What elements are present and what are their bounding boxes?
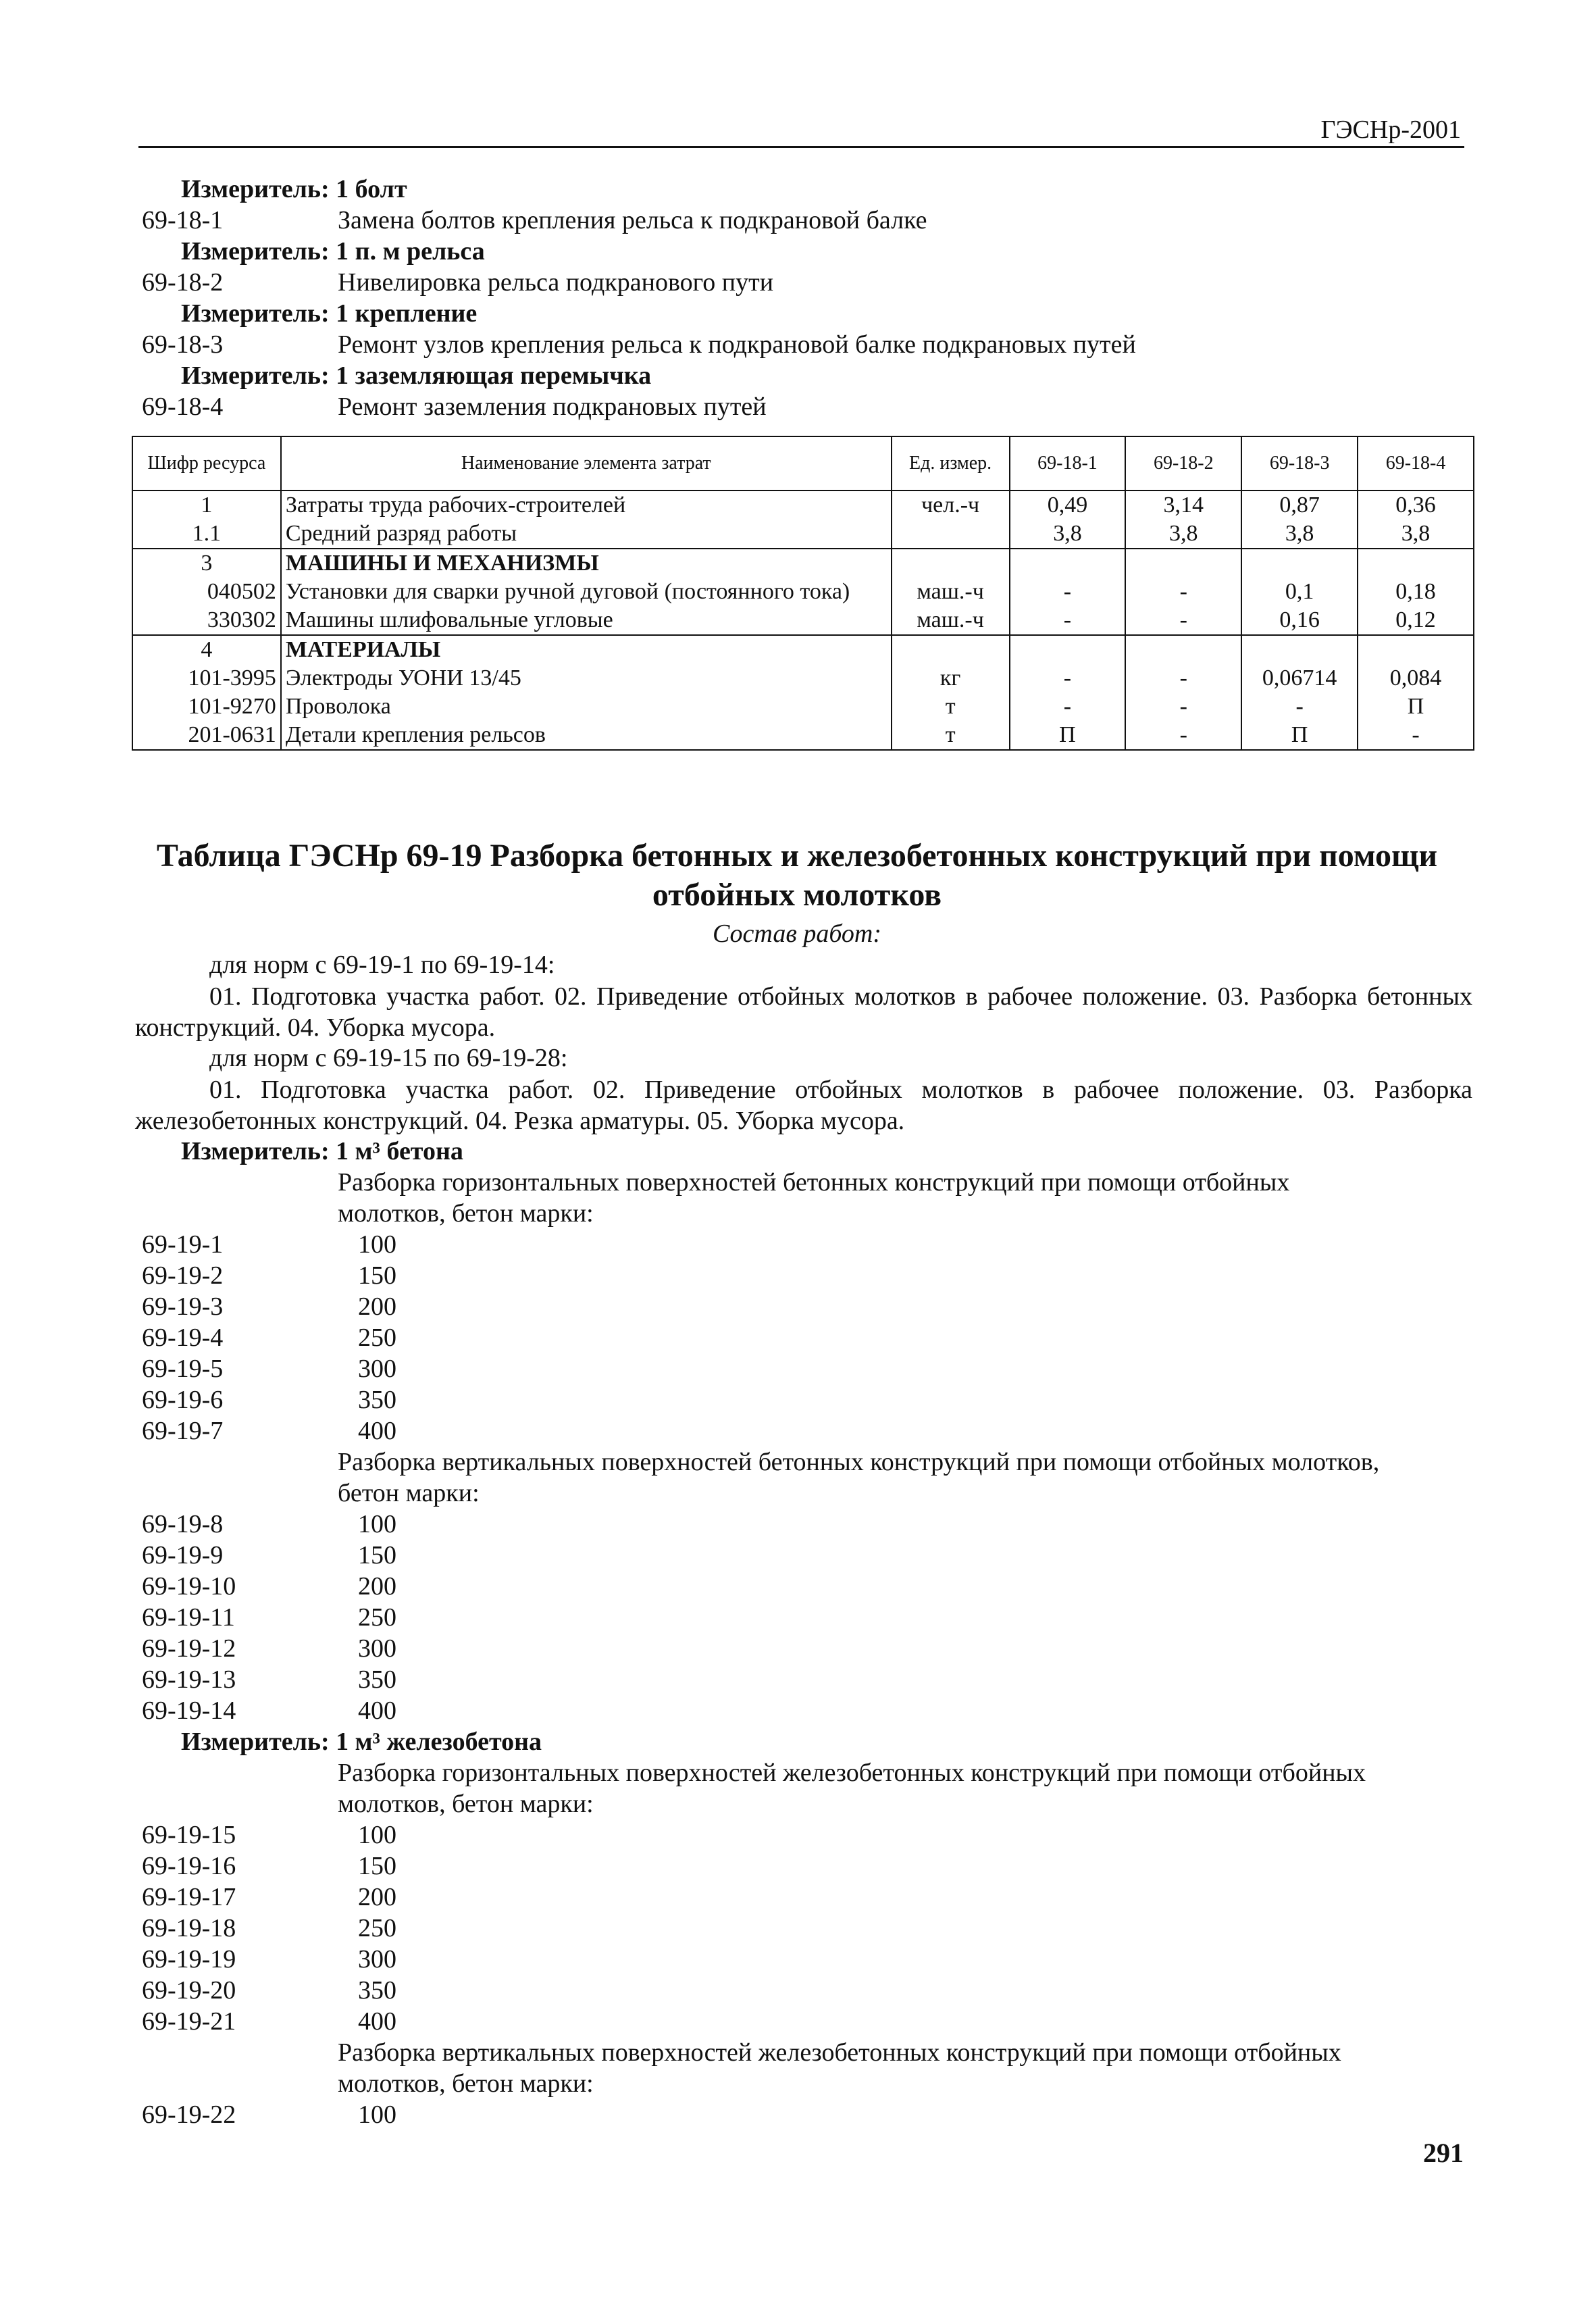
resource-code: 201-0631 <box>132 721 281 750</box>
table-header-row <box>132 436 1474 491</box>
norm-code: 69-19-3 <box>142 1292 224 1321</box>
resource-unit <box>892 635 1010 664</box>
group-description: молотков, бетон марки: <box>338 1790 594 1818</box>
resource-name: Установки для сварки ручной дуговой (постоянного тока) <box>281 578 892 606</box>
norm-code: 69-19-13 <box>142 1665 236 1694</box>
value-cell: 0,084 <box>1358 664 1474 693</box>
norm-code: 69-19-19 <box>142 1945 236 1973</box>
column-header: Шифр ресурса <box>132 436 281 491</box>
resource-name: Детали крепления рельсов <box>281 721 892 750</box>
concrete-grade: 300 <box>358 1634 396 1663</box>
value-cell: 0,36 <box>1358 491 1474 520</box>
column-header: 69-18-3 <box>1241 436 1358 491</box>
group-description: Разборка вертикальных поверхностей бетонных конструкций при помощи отбойных молотков, <box>338 1448 1380 1476</box>
resource-code: 4 <box>132 635 281 664</box>
concrete-grade: 350 <box>358 1665 396 1694</box>
table-row <box>132 578 1474 606</box>
concrete-grade: 150 <box>358 1541 396 1569</box>
value-cell: 0,49 <box>1010 491 1126 520</box>
concrete-grade: 250 <box>358 1914 396 1942</box>
scope-label: для норм с 69-19-1 по 69-19-14: <box>209 951 555 979</box>
resource-unit: кг <box>892 664 1010 693</box>
value-cell: - <box>1010 578 1126 606</box>
concrete-grade: 150 <box>358 1852 396 1880</box>
value-cell: - <box>1125 606 1241 635</box>
measure-label: Измеритель: 1 заземляющая перемычка <box>181 361 652 390</box>
resource-code: 1.1 <box>132 520 281 549</box>
resource-unit: чел.-ч <box>892 491 1010 520</box>
value-cell: 0,1 <box>1241 578 1358 606</box>
column-header: Наименование элемента затрат <box>281 436 892 491</box>
value-cell: - <box>1125 721 1241 750</box>
concrete-grade: 300 <box>358 1945 396 1973</box>
header-rule <box>138 146 1464 148</box>
value-cell: 0,06714 <box>1241 664 1358 693</box>
value-cell: - <box>1010 664 1126 693</box>
value-cell: 0,87 <box>1241 491 1358 520</box>
norm-code: 69-19-11 <box>142 1603 235 1632</box>
concrete-grade: 100 <box>358 1230 396 1259</box>
group-heading: МАШИНЫ И МЕХАНИЗМЫ <box>281 549 892 578</box>
value-cell <box>1010 635 1126 664</box>
resource-unit: маш.-ч <box>892 578 1010 606</box>
resource-code: 101-9270 <box>132 693 281 721</box>
measure-label: Измеритель: 1 крепление <box>181 299 478 328</box>
norm-code: 69-19-20 <box>142 1976 236 2005</box>
table-row <box>132 606 1474 635</box>
norm-code: 69-19-8 <box>142 1510 224 1538</box>
column-header: Ед. измер. <box>892 436 1010 491</box>
resource-name: Машины шлифовальные угловые <box>281 606 892 635</box>
norm-code: 69-19-22 <box>142 2101 236 2129</box>
table-row <box>132 491 1474 520</box>
value-cell: 3,8 <box>1241 520 1358 549</box>
value-cell: - <box>1010 606 1126 635</box>
group-description: молотков, бетон марки: <box>338 1199 594 1228</box>
resource-unit: т <box>892 693 1010 721</box>
group-description: бетон марки: <box>338 1479 480 1507</box>
value-cell <box>1010 549 1126 578</box>
table-row <box>132 520 1474 549</box>
table-title: Таблица ГЭСНр 69-19 Разборка бетонных и железобетонных конструкций при помощи <box>156 838 1438 874</box>
resource-unit <box>892 549 1010 578</box>
materials-group <box>132 635 1474 750</box>
work-description: 01. Подготовка участка работ. 02. Приведение отбойных молотков в рабочее положение. 03. Разборка железобетонных конструкций. 04. Резка арматуры. 05. Уборка мусора. <box>135 1076 1472 1135</box>
norm-code: 69-19-6 <box>142 1386 224 1414</box>
group-description: Разборка горизонтальных поверхностей железобетонных конструкций при помощи отбойных <box>338 1759 1366 1787</box>
column-header: 69-18-2 <box>1125 436 1241 491</box>
labor-group <box>132 491 1474 549</box>
value-cell: 3,8 <box>1125 520 1241 549</box>
measure-label: Измеритель: 1 м³ железобетона <box>181 1728 542 1756</box>
norm-code: 69-19-12 <box>142 1634 236 1663</box>
composition-label: Состав работ: <box>712 920 882 948</box>
norm-code: 69-18-2 <box>142 268 224 297</box>
norm-code: 69-19-2 <box>142 1261 224 1290</box>
value-cell <box>1125 635 1241 664</box>
resource-unit: маш.-ч <box>892 606 1010 635</box>
concrete-grade: 250 <box>358 1603 396 1632</box>
resource-code: 040502 <box>132 578 281 606</box>
group-description: молотков, бетон марки: <box>338 2069 594 2098</box>
resource-code: 1 <box>132 491 281 520</box>
work-description: 01. Подготовка участка работ. 02. Приведение отбойных молотков в рабочее положение. 03. Разборка бетонных конструкций. 04. Уборка мусора. <box>135 982 1472 1042</box>
resource-name: Электроды УОНИ 13/45 <box>281 664 892 693</box>
measure-label: Измеритель: 1 п. м рельса <box>181 237 485 266</box>
value-cell <box>1358 549 1474 578</box>
value-cell <box>1241 635 1358 664</box>
value-cell <box>1241 549 1358 578</box>
norm-code: 69-18-1 <box>142 206 224 234</box>
value-cell: П <box>1010 721 1126 750</box>
value-cell: - <box>1125 664 1241 693</box>
document-code-header: ГЭСНр-2001 <box>1320 116 1461 144</box>
norm-description: Нивелировка рельса подкранового пути <box>338 268 774 297</box>
measure-label: Измеритель: 1 м³ бетона <box>181 1137 463 1165</box>
norm-code: 69-19-15 <box>142 1821 236 1849</box>
norm-code: 69-19-18 <box>142 1914 236 1942</box>
value-cell: П <box>1358 693 1474 721</box>
value-cell: - <box>1358 721 1474 750</box>
value-cell: 0,18 <box>1358 578 1474 606</box>
resource-table <box>132 436 1474 751</box>
norm-code: 69-19-16 <box>142 1852 236 1880</box>
scope-label: для норм с 69-19-15 по 69-19-28: <box>209 1044 568 1072</box>
norm-code: 69-19-9 <box>142 1541 224 1569</box>
norm-code: 69-19-1 <box>142 1230 224 1259</box>
norm-code: 69-19-17 <box>142 1883 236 1911</box>
value-cell: 0,12 <box>1358 606 1474 635</box>
value-cell <box>1358 635 1474 664</box>
norm-code: 69-18-4 <box>142 393 224 421</box>
value-cell: 3,8 <box>1358 520 1474 549</box>
resource-code: 101-3995 <box>132 664 281 693</box>
table-row <box>132 664 1474 693</box>
concrete-grade: 100 <box>358 1821 396 1849</box>
page-number: 291 <box>1423 2138 1464 2168</box>
norm-description: Замена болтов крепления рельса к подкрановой балке <box>338 206 927 234</box>
group-description: Разборка горизонтальных поверхностей бетонных конструкций при помощи отбойных <box>338 1168 1290 1197</box>
value-cell: 3,8 <box>1010 520 1126 549</box>
resource-name: Средний разряд работы <box>281 520 892 549</box>
norm-code: 69-19-7 <box>142 1417 224 1445</box>
concrete-grade: 150 <box>358 1261 396 1290</box>
value-cell: - <box>1125 578 1241 606</box>
concrete-grade: 100 <box>358 1510 396 1538</box>
resource-code: 330302 <box>132 606 281 635</box>
table-row <box>132 693 1474 721</box>
column-header: 69-18-4 <box>1358 436 1474 491</box>
value-cell <box>1125 549 1241 578</box>
value-cell: - <box>1010 693 1126 721</box>
table-row <box>132 549 1474 578</box>
norm-code: 69-19-10 <box>142 1572 236 1601</box>
concrete-grade: 400 <box>358 2007 396 2036</box>
value-cell: 3,14 <box>1125 491 1241 520</box>
resource-name: Затраты труда рабочих-строителей <box>281 491 892 520</box>
norm-description: Ремонт заземления подкрановых путей <box>338 393 767 421</box>
concrete-grade: 400 <box>358 1696 396 1725</box>
group-description: Разборка вертикальных поверхностей железобетонных конструкций при помощи отбойных <box>338 2038 1341 2067</box>
concrete-grade: 350 <box>358 1976 396 2005</box>
value-cell: 0,16 <box>1241 606 1358 635</box>
value-cell: - <box>1125 693 1241 721</box>
norm-code: 69-19-4 <box>142 1324 224 1352</box>
concrete-grade: 350 <box>358 1386 396 1414</box>
norm-code: 69-18-3 <box>142 330 224 359</box>
norm-code: 69-19-14 <box>142 1696 236 1725</box>
table-row <box>132 635 1474 664</box>
concrete-grade: 250 <box>358 1324 396 1352</box>
resource-code: 3 <box>132 549 281 578</box>
norm-code: 69-19-21 <box>142 2007 236 2036</box>
group-heading: МАТЕРИАЛЫ <box>281 635 892 664</box>
resource-unit <box>892 520 1010 549</box>
norm-description: Ремонт узлов крепления рельса к подкрановой балке подкрановых путей <box>338 330 1136 359</box>
column-header: 69-18-1 <box>1010 436 1126 491</box>
concrete-grade: 200 <box>358 1292 396 1321</box>
value-cell: - <box>1241 693 1358 721</box>
concrete-grade: 200 <box>358 1572 396 1601</box>
table-row <box>132 721 1474 750</box>
concrete-grade: 300 <box>358 1355 396 1383</box>
norm-code: 69-19-5 <box>142 1355 224 1383</box>
concrete-grade: 400 <box>358 1417 396 1445</box>
measure-label: Измеритель: 1 болт <box>181 175 407 203</box>
machines-group <box>132 549 1474 635</box>
concrete-grade: 200 <box>358 1883 396 1911</box>
concrete-grade: 100 <box>358 2101 396 2129</box>
resource-name: Проволока <box>281 693 892 721</box>
table-title-continued: отбойных молотков <box>652 877 942 913</box>
value-cell: П <box>1241 721 1358 750</box>
resource-unit: т <box>892 721 1010 750</box>
